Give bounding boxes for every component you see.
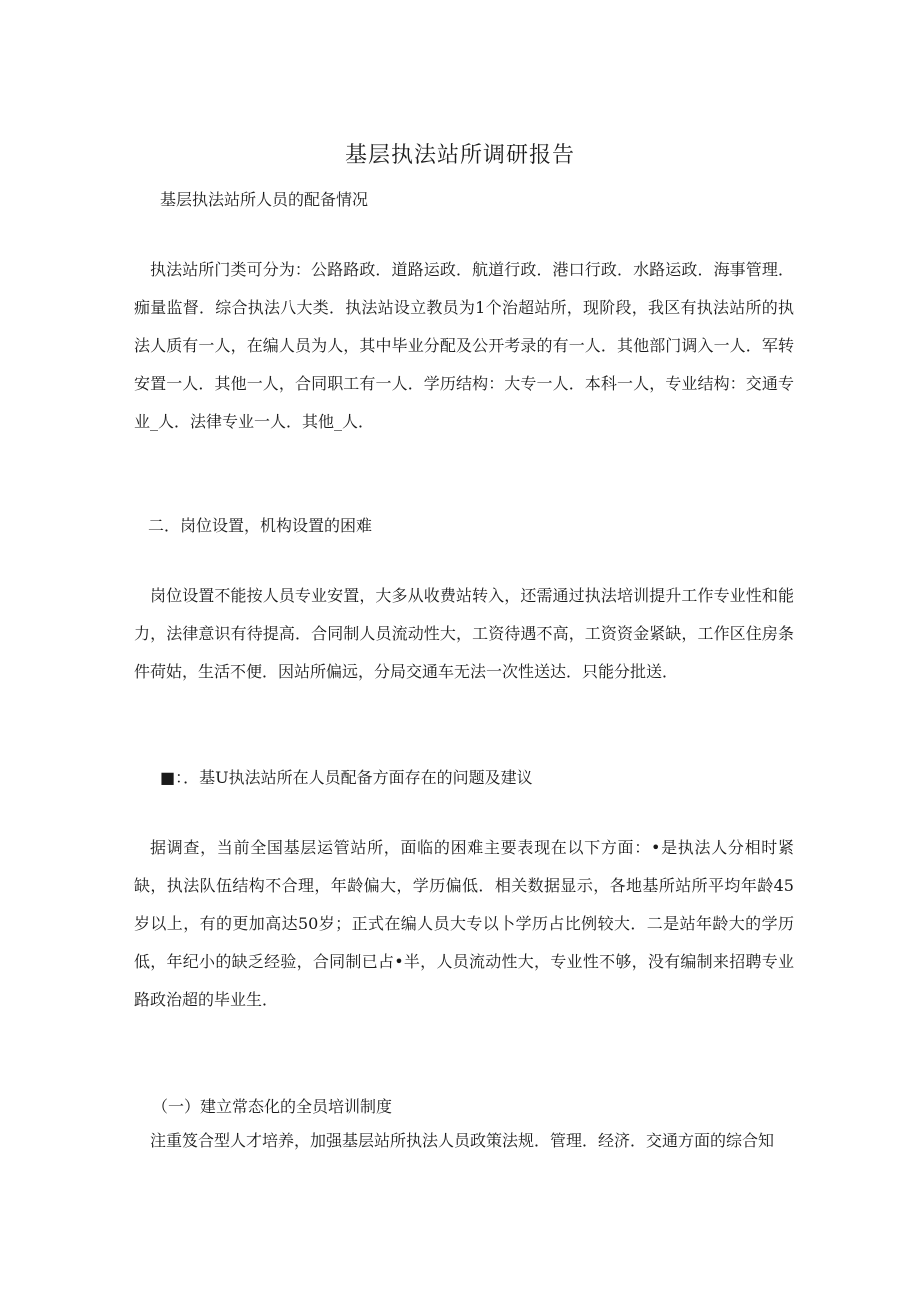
section-heading-staffing: 基层执法站所人员的配备情况: [160, 190, 369, 209]
paragraph-problems: 据调查，当前全国基层运管站所，面临的困难主要表现在以下方面：•是执法人分相时紧缺，执法队伍结构不合理，年龄偏大，学历偏低．相关数据显示，各地基所站所平均年龄45岁以上，有的更加高达50岁；正式在编人员大专以卜学历占比例较大．二是站年龄大的学历低，年纪小的缺乏经验，合同制已占•半，人员流动性大，专业性不够，没有编制来招聘专业路政治超的毕业生．: [134, 838, 794, 1009]
section-heading-training: （一）建立常态化的全员培训制度: [152, 1097, 393, 1116]
section-heading-problems: ■：．基U执法站所在人员配备方面存在的问题及建议: [160, 768, 533, 787]
paragraph-post-setup: 岗位设置不能按人员专业安置，大多从收费站转入，还需通过执法培训提升工作专业性和能力，法律意识有待提高．合同制人员流动性大，工资待遇不高，工资资金紧缺，工作区住房条件荷姑，生活不便．因站所偏远，分局交通车无法一次性送达．只能分批送．: [134, 586, 794, 681]
section-heading-post-setup: 二．岗位设置，机构设置的困难: [148, 516, 373, 535]
document-title: 基层执法站所调研报告: [344, 143, 575, 168]
paragraph-training: 注重笈合型人才培养，加强基层站所执法人员政策法规．管理．经济．交通方面的综合知: [150, 1131, 775, 1150]
paragraph-staffing: 执法站所门类可分为：公路路政．道路运政．航道行政．港口行政．水路运政．海事管理．痂量监督．综合执法八大类．执法站设立教员为1个治超站所，现阶段，我区有执法站所的执法人质有一人，在编人员为人，其中毕业分配及公开考录的有一人．其他部门调入一人．军转安置一人．其他一人，合同职工有一人．学历结构：大专一人．本科一人，专业结构：交通专业_人．法律专业一人．其他_人．: [134, 260, 794, 431]
